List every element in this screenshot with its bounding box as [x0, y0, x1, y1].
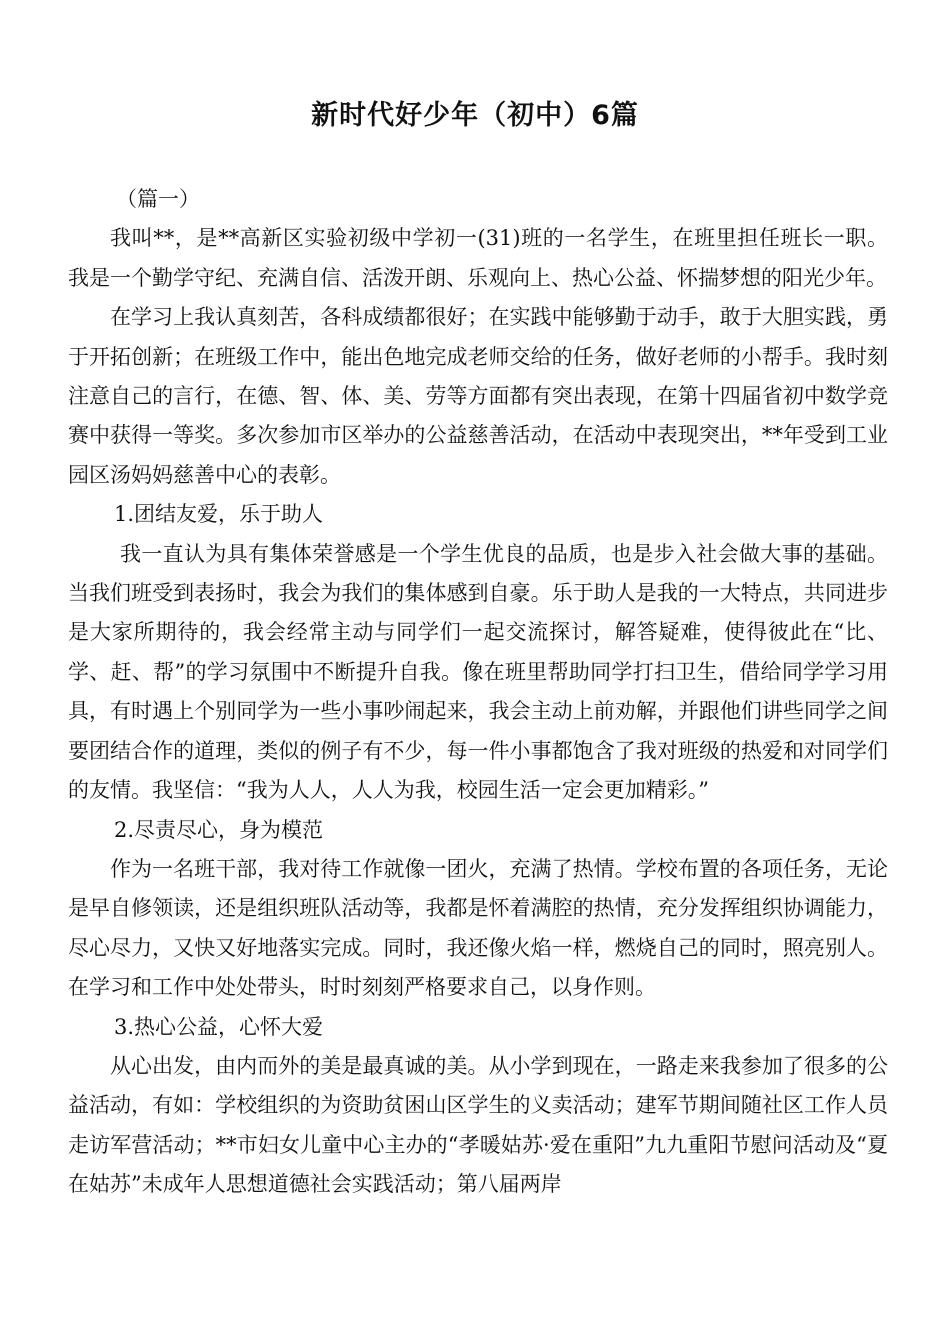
section-heading-duty: 2.尽责尽心，身为模范	[114, 817, 324, 842]
section-paragraph-unity: 我一直认为具有集体荣誉感是一个学生优良的品质，也是步入社会做大事的基础。当我们班受到表扬时，我会为我们的集体感到自豪。乐于助人是我的一大特点，共同进步是大家所期待的，我会经常主动与同学们一起交流探讨，解答疑难，使得彼此在“比、学、赶、帮”的学习氛围中不断提升自我。像在班里帮助同学打扫卫生，借给同学学习用具，有时遇上个别同学为一些小事吵闹起来，我会主动上前劝解，并跟他们讲些同学之间要团结合作的道理，类似的例子有不少，每一件小事都饱含了我对班级的热爱和对同学们的友情。我坚信：“我为人人，人人为我，校园生活一定会更加精彩。”	[68, 541, 888, 803]
document-title: 新时代好少年（初中）6篇	[311, 100, 639, 131]
section-heading-charity: 3.热心公益，心怀大爱	[114, 1014, 324, 1039]
document-body	[68, 180, 888, 1205]
section-paragraph-charity: 从心出发，由内而外的美是最真诚的美。从小学到现在，一路走来我参加了很多的公益活动，有如：学校组织的为资助贫困山区学生的义卖活动；建军节期间随社区工作人员走访军营活动；**市妇女儿童中心主办的“孝暖姑苏·爱在重阳”九九重阳节慰问活动及“夏在姑苏”未成年人思想道德社会实践活动；第八届两岸	[68, 1053, 888, 1197]
section-label: （篇一）	[116, 187, 200, 211]
study-paragraph: 在学习上我认真刻苦，各科成绩都很好；在实践中能够勤于动手，敢于大胆实践，勇于开拓创新；在班级工作中，能出色地完成老师交给的任务，做好老师的小帮手。我时刻注意自己的言行，在德、智、体、美、劳等方面都有突出表现，在第十四届省初中数学竞赛中获得一等奖。多次参加市区举办的公益慈善活动，在活动中表现突出，**年受到工业园区汤妈妈慈善中心的表彰。	[68, 305, 888, 487]
section-heading-unity: 1.团结友爱，乐于助人	[114, 502, 324, 527]
intro-paragraph: 我叫**，是**高新区实验初级中学初一(31)班的一名学生，在班里担任班长一职。我是一个勤学守纪、充满自信、活泼开朗、乐观向上、热心公益、怀揣梦想的阳光少年。	[68, 226, 888, 290]
section-paragraph-duty: 作为一名班干部，我对待工作就像一团火，充满了热情。学校布置的各项任务，无论是早自修领读，还是组织班队活动等，我都是怀着满腔的热情，充分发挥组织协调能力，尽心尽力，又快又好地落实完成。同时，我还像火焰一样，燃烧自己的同时，照亮别人。在学习和工作中处处带头，时时刻刻严格要求自己，以身作则。	[68, 856, 888, 1000]
